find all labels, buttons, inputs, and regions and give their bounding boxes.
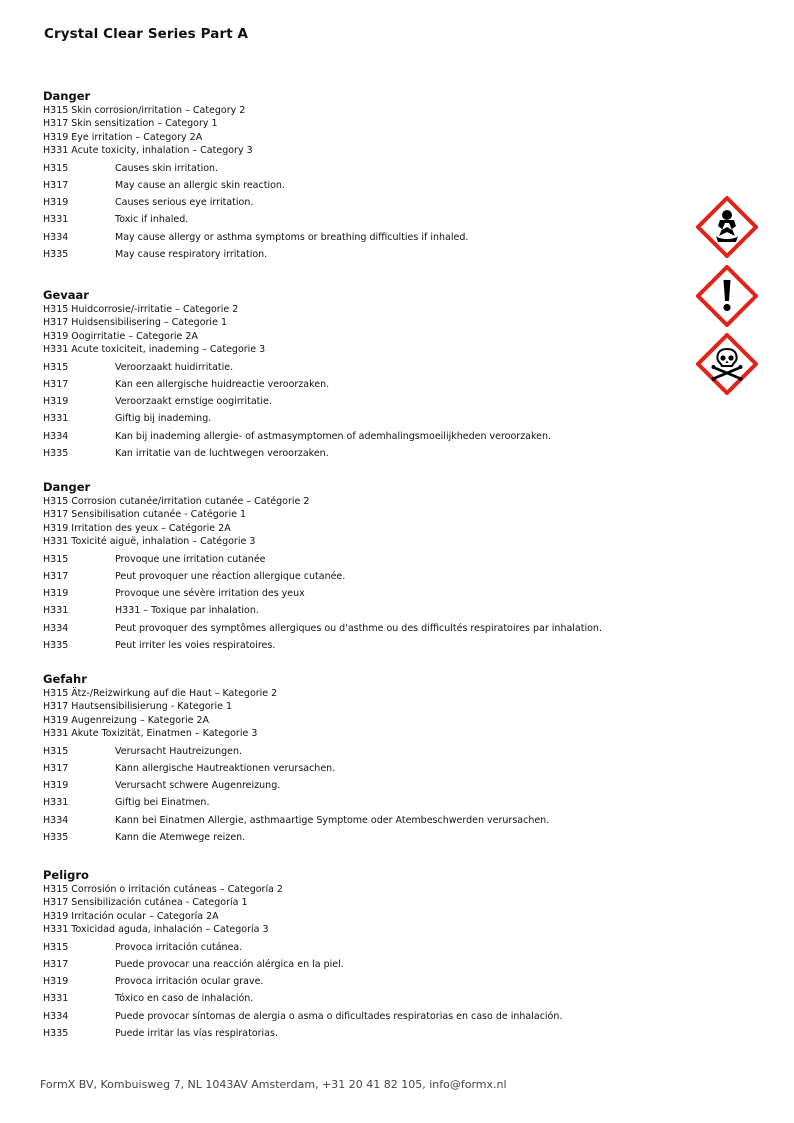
hazard-section — [43, 671, 663, 846]
hazard-statement-text: Tóxico en caso de inhalación. — [115, 993, 254, 1005]
classification-list — [43, 687, 663, 741]
health-hazard-icon — [696, 196, 758, 258]
hazard-statement-text: Peut provoquer des symptômes allergiques ou d'asthme ou des difficultés respiratoires par inhalation. — [115, 622, 602, 634]
hazard-statement-text: Provoque une irritation cutanée — [115, 553, 266, 565]
hazard-statement-text: H331 – Toxique par inhalation. — [115, 605, 259, 617]
hazard-statement-text: Peut irriter les voies respiratoires. — [115, 640, 276, 652]
hazard-statement-row — [43, 194, 663, 211]
hazard-code: H319 — [43, 976, 69, 988]
hazard-code: H317 — [43, 179, 69, 191]
classification-line: H331 Acute toxiciteit, inademing – Categorie 3 — [43, 344, 266, 356]
hazard-statement-text: Kan bij inademing allergie- of astmasymptomen of ademhalingsmoeilijkheden veroorzaken. — [115, 430, 552, 442]
hazard-statement-row — [43, 1025, 663, 1042]
hazard-code: H315 — [43, 941, 69, 953]
hazard-statement-text: Giftig bij inademing. — [115, 413, 212, 425]
classification-line: H319 Eye irritation – Category 2A — [43, 131, 203, 143]
classification-list — [43, 303, 663, 357]
hazard-statement-text: May cause an allergic skin reaction. — [115, 179, 285, 191]
hazard-code: H331 — [43, 605, 69, 617]
hazard-statement-row — [43, 1008, 663, 1025]
hazard-statement-text: Veroorzaakt huidirritatie. — [115, 361, 234, 373]
classification-line: H331 Toxicidad aguda, inhalación – Categoría 3 — [43, 924, 269, 936]
classification-line: H319 Irritation des yeux – Catégorie 2A — [43, 522, 231, 534]
hazard-statement-row — [43, 211, 663, 228]
classification-line: H319 Augenreizung – Kategorie 2A — [43, 714, 209, 726]
hazard-statement-text: Giftig bei Einatmen. — [115, 797, 210, 809]
hazard-statement-text: Toxic if inhaled. — [115, 214, 189, 226]
hazard-code: H317 — [43, 762, 69, 774]
page-footer: FormX BV, Kombuisweg 7, NL 1043AV Amsterdam, +31 20 41 82 105, info@formx.nl — [40, 1078, 507, 1091]
hazard-statement-text: Causes serious eye irritation. — [115, 197, 254, 209]
hazard-code: H335 — [43, 640, 69, 652]
hazard-code: H317 — [43, 958, 69, 970]
hazard-code: H331 — [43, 214, 69, 226]
hazard-statement-text: Causes skin irritation. — [115, 162, 219, 174]
hazard-statement-list — [43, 359, 663, 463]
hazard-statement-text: Veroorzaakt ernstige oogirritatie. — [115, 396, 272, 408]
hazard-statement-text: Kan irritatie van de luchtwegen veroorzaken. — [115, 448, 329, 460]
hazard-statement-list — [43, 160, 663, 264]
hazard-statement-text: Kan een allergische huidreactie veroorzaken. — [115, 378, 330, 390]
hazard-code: H335 — [43, 448, 69, 460]
hazard-statement-text: Provoca irritación ocular grave. — [115, 976, 264, 988]
classification-line: H331 Akute Toxizität, Einatmen – Kategorie 3 — [43, 728, 258, 740]
document-title: Crystal Clear Series Part A — [44, 26, 249, 42]
classification-line: H317 Hautsensibilisierung - Kategorie 1 — [43, 701, 232, 713]
classification-line: H317 Huidsensibilisering – Categorie 1 — [43, 317, 227, 329]
hazard-statement-text: Provoque une sévère irritation des yeux — [115, 588, 305, 600]
hazard-statement-row — [43, 551, 663, 568]
hazard-statement-text: Verursacht Hautreizungen. — [115, 745, 243, 757]
hazard-code: H334 — [43, 430, 69, 442]
hazard-statement-text: Puede provocar una reacción alérgica en la piel. — [115, 958, 344, 970]
classification-line: H315 Corrosion cutanée/irritation cutanée – Catégorie 2 — [43, 496, 310, 507]
classification-line: H317 Sensibilización cutánea - Categoría 1 — [43, 897, 248, 909]
hazard-statement-row — [43, 956, 663, 973]
hazard-statement-row — [43, 602, 663, 619]
skull-crossbones-icon — [696, 333, 758, 395]
classification-line: H317 Sensibilisation cutanée - Catégorie 1 — [43, 509, 247, 521]
hazard-code: H331 — [43, 797, 69, 809]
classification-line: H315 Ätz-/Reizwirkung auf die Haut – Kategorie 2 — [43, 688, 278, 699]
hazard-statement-row — [43, 637, 663, 654]
hazard-statement-row — [43, 229, 663, 246]
hazard-code: H334 — [43, 814, 69, 826]
hazard-code: H334 — [43, 622, 69, 634]
signal-word-heading: Peligro — [43, 868, 89, 882]
hazard-code: H315 — [43, 162, 69, 174]
hazard-statement-row — [43, 445, 663, 462]
classification-line: H331 Toxicité aiguë, inhalation – Catégorie 3 — [43, 536, 256, 548]
hazard-statement-text: Puede provocar síntomas de alergia o asma o dificultades respiratorias en caso de inhalación. — [115, 1010, 563, 1022]
hazard-statement-row — [43, 585, 663, 602]
hazard-statement-list — [43, 551, 663, 655]
hazard-statement-row — [43, 973, 663, 990]
classification-line: H315 Skin corrosion/irritation – Category 2 — [43, 105, 246, 116]
classification-line: H315 Corrosión o irritación cutáneas – Categoría 2 — [43, 884, 283, 895]
hazard-code: H335 — [43, 249, 69, 261]
hazard-section — [43, 287, 663, 462]
hazard-code: H335 — [43, 832, 69, 844]
hazard-code: H331 — [43, 993, 69, 1005]
hazard-statement-text: Verursacht schwere Augenreizung. — [115, 780, 281, 792]
classification-list — [43, 883, 663, 937]
hazard-statement-text: Provoca irritación cutánea. — [115, 941, 243, 953]
hazard-statement-text: Kann die Atemwege reizen. — [115, 832, 246, 844]
hazard-section — [43, 867, 663, 1042]
hazard-code: H334 — [43, 1010, 69, 1022]
hazard-statement-row — [43, 620, 663, 637]
hazard-code: H315 — [43, 553, 69, 565]
classification-line: H315 Huidcorrosie/-irritatie – Categorie 2 — [43, 304, 239, 315]
signal-word-heading: Gevaar — [43, 288, 89, 302]
hazard-code: H315 — [43, 361, 69, 373]
hazard-statement-text: May cause respiratory irritation. — [115, 249, 268, 261]
hazard-statement-row — [43, 794, 663, 811]
classification-line: H331 Acute toxicity, inhalation – Category 3 — [43, 145, 253, 157]
hazard-statement-row — [43, 359, 663, 376]
hazard-code: H331 — [43, 413, 69, 425]
classification-line: H319 Irritación ocular – Categoría 2A — [43, 910, 219, 922]
hazard-code: H319 — [43, 588, 69, 600]
hazard-statement-row — [43, 760, 663, 777]
hazard-section — [43, 479, 663, 654]
hazard-statement-row — [43, 410, 663, 427]
classification-line: H317 Skin sensitization – Category 1 — [43, 118, 218, 130]
hazard-statement-row — [43, 428, 663, 445]
hazard-statement-row — [43, 568, 663, 585]
hazard-statement-list — [43, 939, 663, 1043]
signal-word-heading: Danger — [43, 89, 91, 103]
hazard-statement-text: Kann bei Einatmen Allergie, asthmaartige Symptome oder Atembeschwerden verursachen. — [115, 814, 550, 826]
hazard-statement-text: May cause allergy or asthma symptoms or breathing difficulties if inhaled. — [115, 231, 469, 243]
hazard-statement-row — [43, 177, 663, 194]
hazard-statement-text: Kann allergische Hautreaktionen verursachen. — [115, 762, 336, 774]
hazard-code: H315 — [43, 745, 69, 757]
hazard-statement-row — [43, 812, 663, 829]
hazard-statement-row — [43, 829, 663, 846]
hazard-code: H317 — [43, 378, 69, 390]
signal-word-heading: Danger — [43, 480, 91, 494]
hazard-statement-list — [43, 743, 663, 847]
hazard-code: H317 — [43, 570, 69, 582]
hazard-code: H319 — [43, 197, 69, 209]
signal-word-heading: Gefahr — [43, 672, 87, 686]
hazard-statement-row — [43, 939, 663, 956]
hazard-statement-text: Peut provoquer une réaction allergique cutanée. — [115, 570, 346, 582]
classification-list — [43, 495, 663, 549]
classification-list — [43, 104, 663, 158]
hazard-statement-row — [43, 246, 663, 263]
hazard-code: H335 — [43, 1028, 69, 1040]
hazard-statement-row — [43, 376, 663, 393]
hazard-code: H319 — [43, 780, 69, 792]
classification-line: H319 Oogirritatie – Categorie 2A — [43, 330, 198, 342]
hazard-code: H319 — [43, 396, 69, 408]
hazard-statement-row — [43, 160, 663, 177]
exclamation-mark-icon — [696, 265, 758, 327]
hazard-code: H334 — [43, 231, 69, 243]
hazard-statement-row — [43, 777, 663, 794]
hazard-statement-row — [43, 393, 663, 410]
hazard-statement-row — [43, 990, 663, 1007]
hazard-statement-text: Puede irritar las vías respiratorias. — [115, 1028, 278, 1040]
hazard-statement-row — [43, 743, 663, 760]
hazard-section — [43, 88, 663, 263]
